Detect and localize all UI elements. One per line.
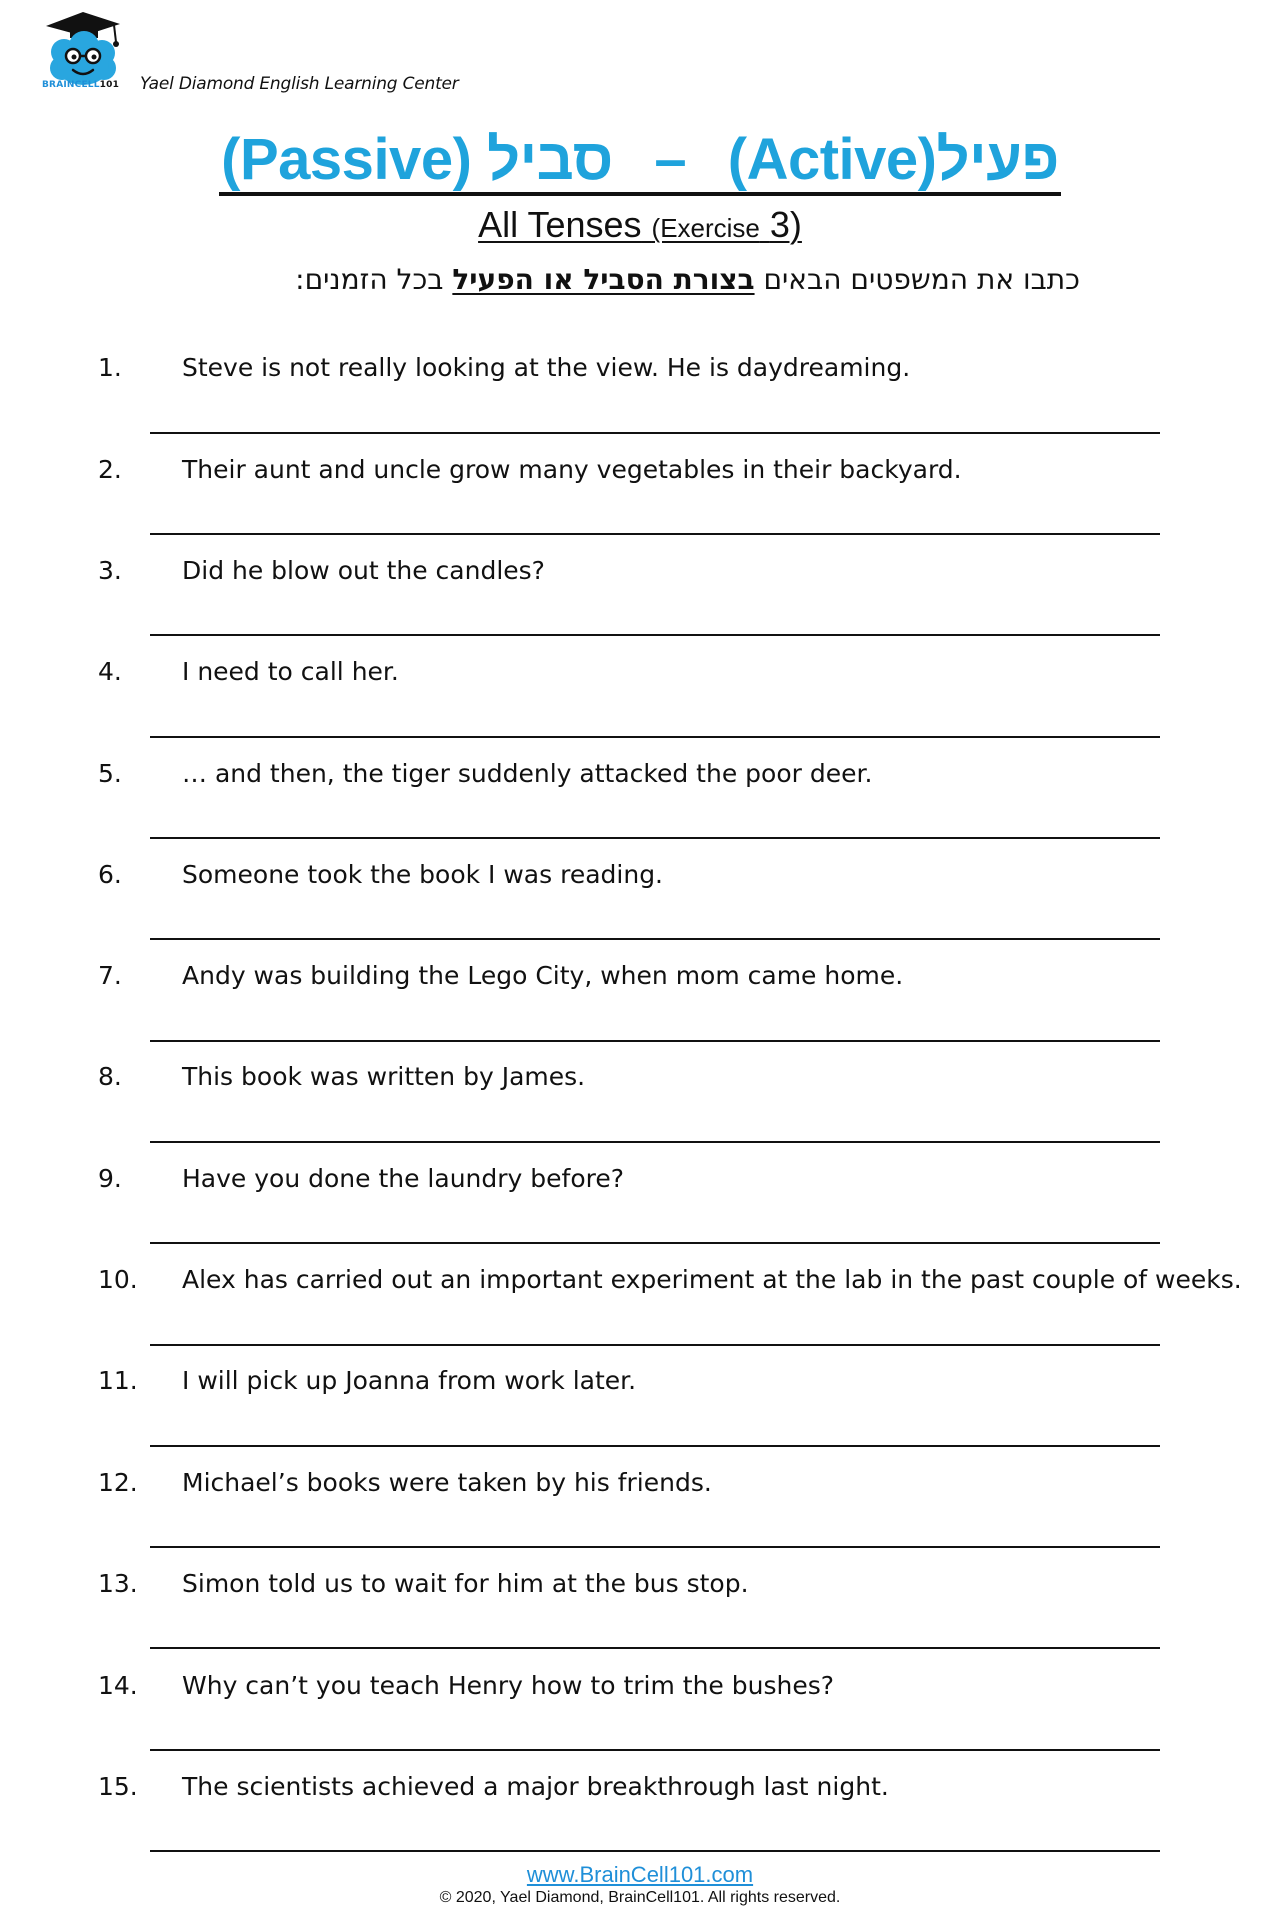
exercise-sentence: Andy was building the Lego City, when mom came home.	[182, 961, 904, 990]
exercise-sentence: Have you done the laundry before?	[182, 1164, 625, 1193]
exercise-sentence: Why can’t you teach Henry how to trim the bushes?	[182, 1671, 835, 1700]
exercise-number: 6.	[98, 860, 122, 889]
title-passive-en: (Passive)	[221, 127, 472, 192]
answer-line[interactable]	[150, 1647, 1160, 1649]
answer-line[interactable]	[150, 938, 1160, 940]
website-link[interactable]: www.BrainCell101.com	[526, 1862, 754, 1887]
exercise-number: 1.	[98, 353, 122, 382]
exercise-sentence: Did he blow out the candles?	[182, 556, 545, 585]
instruction-emphasis: בצורת הסביל או הפעיל	[452, 263, 755, 296]
answer-line[interactable]	[150, 1040, 1160, 1042]
answer-line[interactable]	[150, 432, 1160, 434]
subtitle-exercise-word: (Exercise	[651, 213, 760, 243]
answer-line[interactable]	[150, 1445, 1160, 1447]
subtitle-exercise-number: 3)	[769, 204, 802, 245]
exercise-number: 11.	[98, 1366, 138, 1395]
answer-line[interactable]	[150, 1141, 1160, 1143]
answer-line[interactable]	[150, 1749, 1160, 1751]
answer-line[interactable]	[150, 837, 1160, 839]
instruction-before: כתבו את המשפטים הבאים	[763, 263, 1080, 296]
exercise-number: 2.	[98, 455, 122, 484]
exercise-number: 13.	[98, 1569, 138, 1598]
exercise-number: 12.	[98, 1468, 138, 1497]
exercise-number: 9.	[98, 1164, 122, 1193]
exercise-number: 10.	[98, 1265, 138, 1294]
exercise-number: 3.	[98, 556, 122, 585]
exercise-sentence: … and then, the tiger suddenly attacked the poor deer.	[182, 759, 873, 788]
exercise-number: 15.	[98, 1772, 138, 1801]
subtitle-main: All Tenses	[478, 204, 642, 245]
title-active-en: (Active)	[727, 127, 937, 192]
instruction-after: בכל הזמנים:	[295, 263, 444, 296]
exercise-sentence: Someone took the book I was reading.	[182, 860, 664, 889]
exercise-number: 8.	[98, 1062, 122, 1091]
copyright-text: © 2020, Yael Diamond, BrainCell101. All rights reserved.	[439, 1889, 841, 1906]
answer-line[interactable]	[150, 736, 1160, 738]
exercise-sentence: Simon told us to wait for him at the bus stop.	[182, 1569, 749, 1598]
answer-line[interactable]	[150, 1546, 1160, 1548]
exercise-sentence: Steve is not really looking at the view. He is daydreaming.	[182, 353, 911, 382]
title-separator: –	[654, 127, 687, 192]
answer-line[interactable]	[150, 1344, 1160, 1346]
brand-wordmark: BRAINCELL101	[42, 80, 120, 90]
exercise-number: 7.	[98, 961, 122, 990]
exercise-sentence: I need to call her.	[182, 657, 399, 686]
title-passive-he: סביל	[487, 127, 613, 192]
exercise-number: 14.	[98, 1671, 138, 1700]
answer-line[interactable]	[150, 533, 1160, 535]
exercise-number: 4.	[98, 657, 122, 686]
exercise-sentence: Michael’s books were taken by his friends.	[182, 1468, 712, 1497]
exercise-sentence: This book was written by James.	[182, 1062, 586, 1091]
answer-line[interactable]	[150, 1242, 1160, 1244]
exercise-number: 5.	[98, 759, 122, 788]
exercise-sentence: The scientists achieved a major breakthrough last night.	[182, 1772, 889, 1801]
answer-line[interactable]	[150, 1850, 1160, 1852]
center-name: Yael Diamond English Learning Center	[140, 74, 459, 94]
exercise-sentence: Their aunt and uncle grow many vegetables in their backyard.	[182, 455, 962, 484]
answer-line[interactable]	[150, 634, 1160, 636]
exercise-sentence: Alex has carried out an important experiment at the lab in the past couple of weeks.	[182, 1265, 1242, 1294]
exercise-sentence: I will pick up Joanna from work later.	[182, 1366, 637, 1395]
title-active-he: פעיל	[936, 127, 1059, 192]
